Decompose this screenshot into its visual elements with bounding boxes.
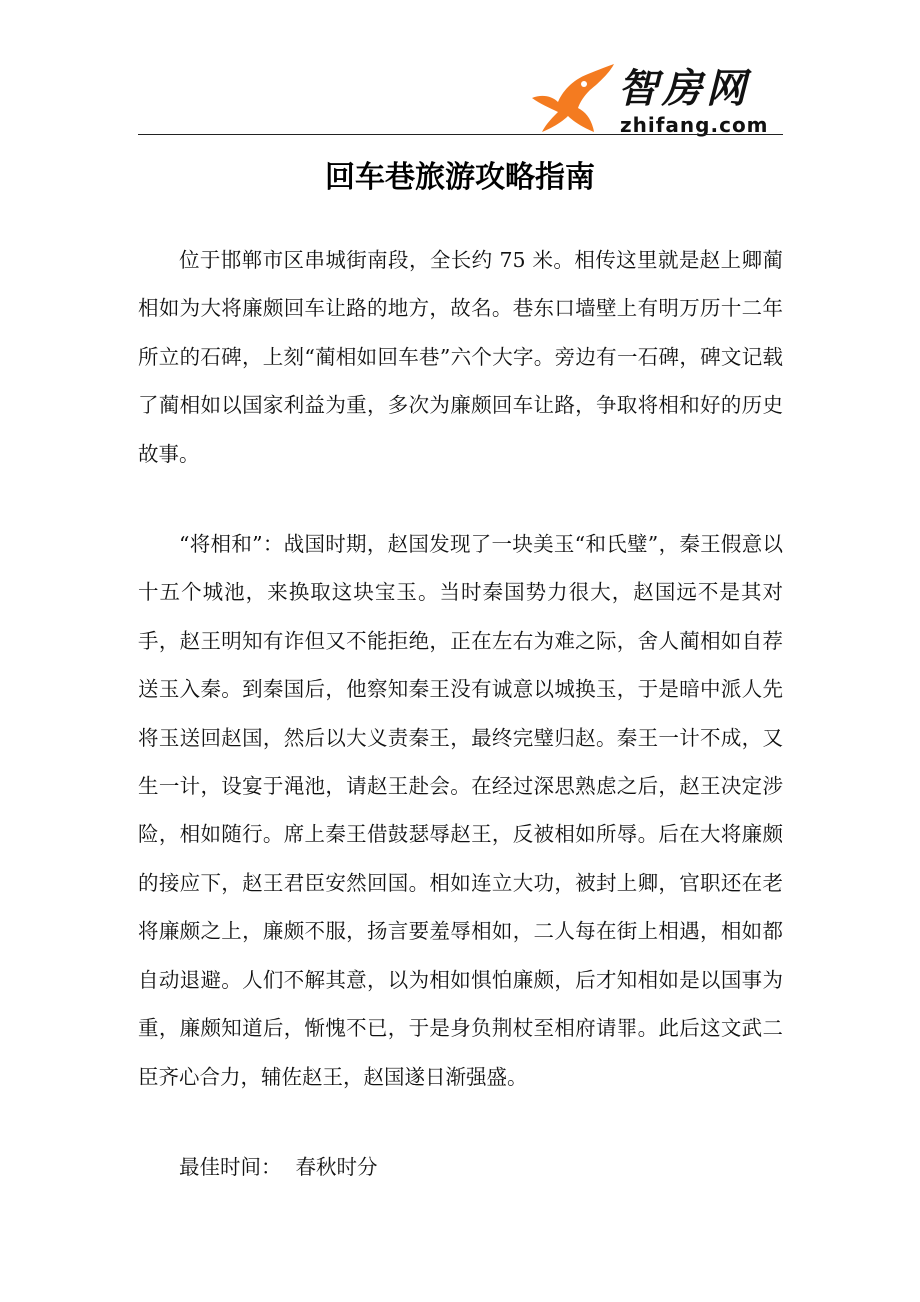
logo-domain: zhifang.com (620, 113, 769, 137)
paragraph-intro: 位于邯郸市区串城街南段，全长约 75 米。相传这里就是赵上卿蔺相如为大将廉颇回车让路的地方，故名。巷东口墙壁上有明万历十二年所立的石碑，上刻“蔺相如回车巷”六个大字。旁边有一石碑，碑文记载了蔺相如以国家利益为重，多次为廉颇回车让路，争取将相和好的历史故事。 (138, 248, 783, 466)
document-title: 回车巷旅游攻略指南 (325, 160, 595, 195)
best-time (138, 1143, 783, 1191)
best-time-label: 最佳时间： (179, 1154, 282, 1179)
page-header (0, 0, 920, 140)
best-time-value: 春秋时分 (295, 1154, 378, 1179)
logo-brand-name: 智房网 (618, 66, 750, 112)
orange-bird-logo-icon (528, 62, 618, 138)
document-body (138, 236, 783, 1191)
zhifang-logo[interactable] (528, 62, 788, 138)
header-divider (138, 134, 783, 135)
paragraph-story: “将相和”：战国时期，赵国发现了一块美玉“和氏璧”，秦王假意以十五个城池，来换取这块宝玉。当时秦国势力很大，赵国远不是其对手，赵王明知有诈但又不能拒绝，正在左右为难之际，舍人蔺相如自荐送玉入秦。到秦国后，他察知秦王没有诚意以城换玉，于是暗中派人先将玉送回赵国，然后以大义责秦王，最终完璧归赵。秦王一计不成，又生一计，设宴于渑池，请赵王赴会。在经过深思熟虑之后，赵王决定涉险，相如随行。席上秦王借鼓瑟辱赵王，反被相如所辱。后在大将廉颇的接应下，赵王君臣安然回国。相如连立大功，被封上卿，官职还在老将廉颇之上，廉颇不服，扬言要羞辱相如，二人每在街上相遇，相如都自动退避。人们不解其意，以为相如惧怕廉颇，后才知相如是以国事为重，廉颇知道后，惭愧不已，于是身负荆杖至相府请罪。此后这文武二臣齐心合力，辅佐赵王，赵国遂日渐强盛。 (138, 532, 783, 1089)
